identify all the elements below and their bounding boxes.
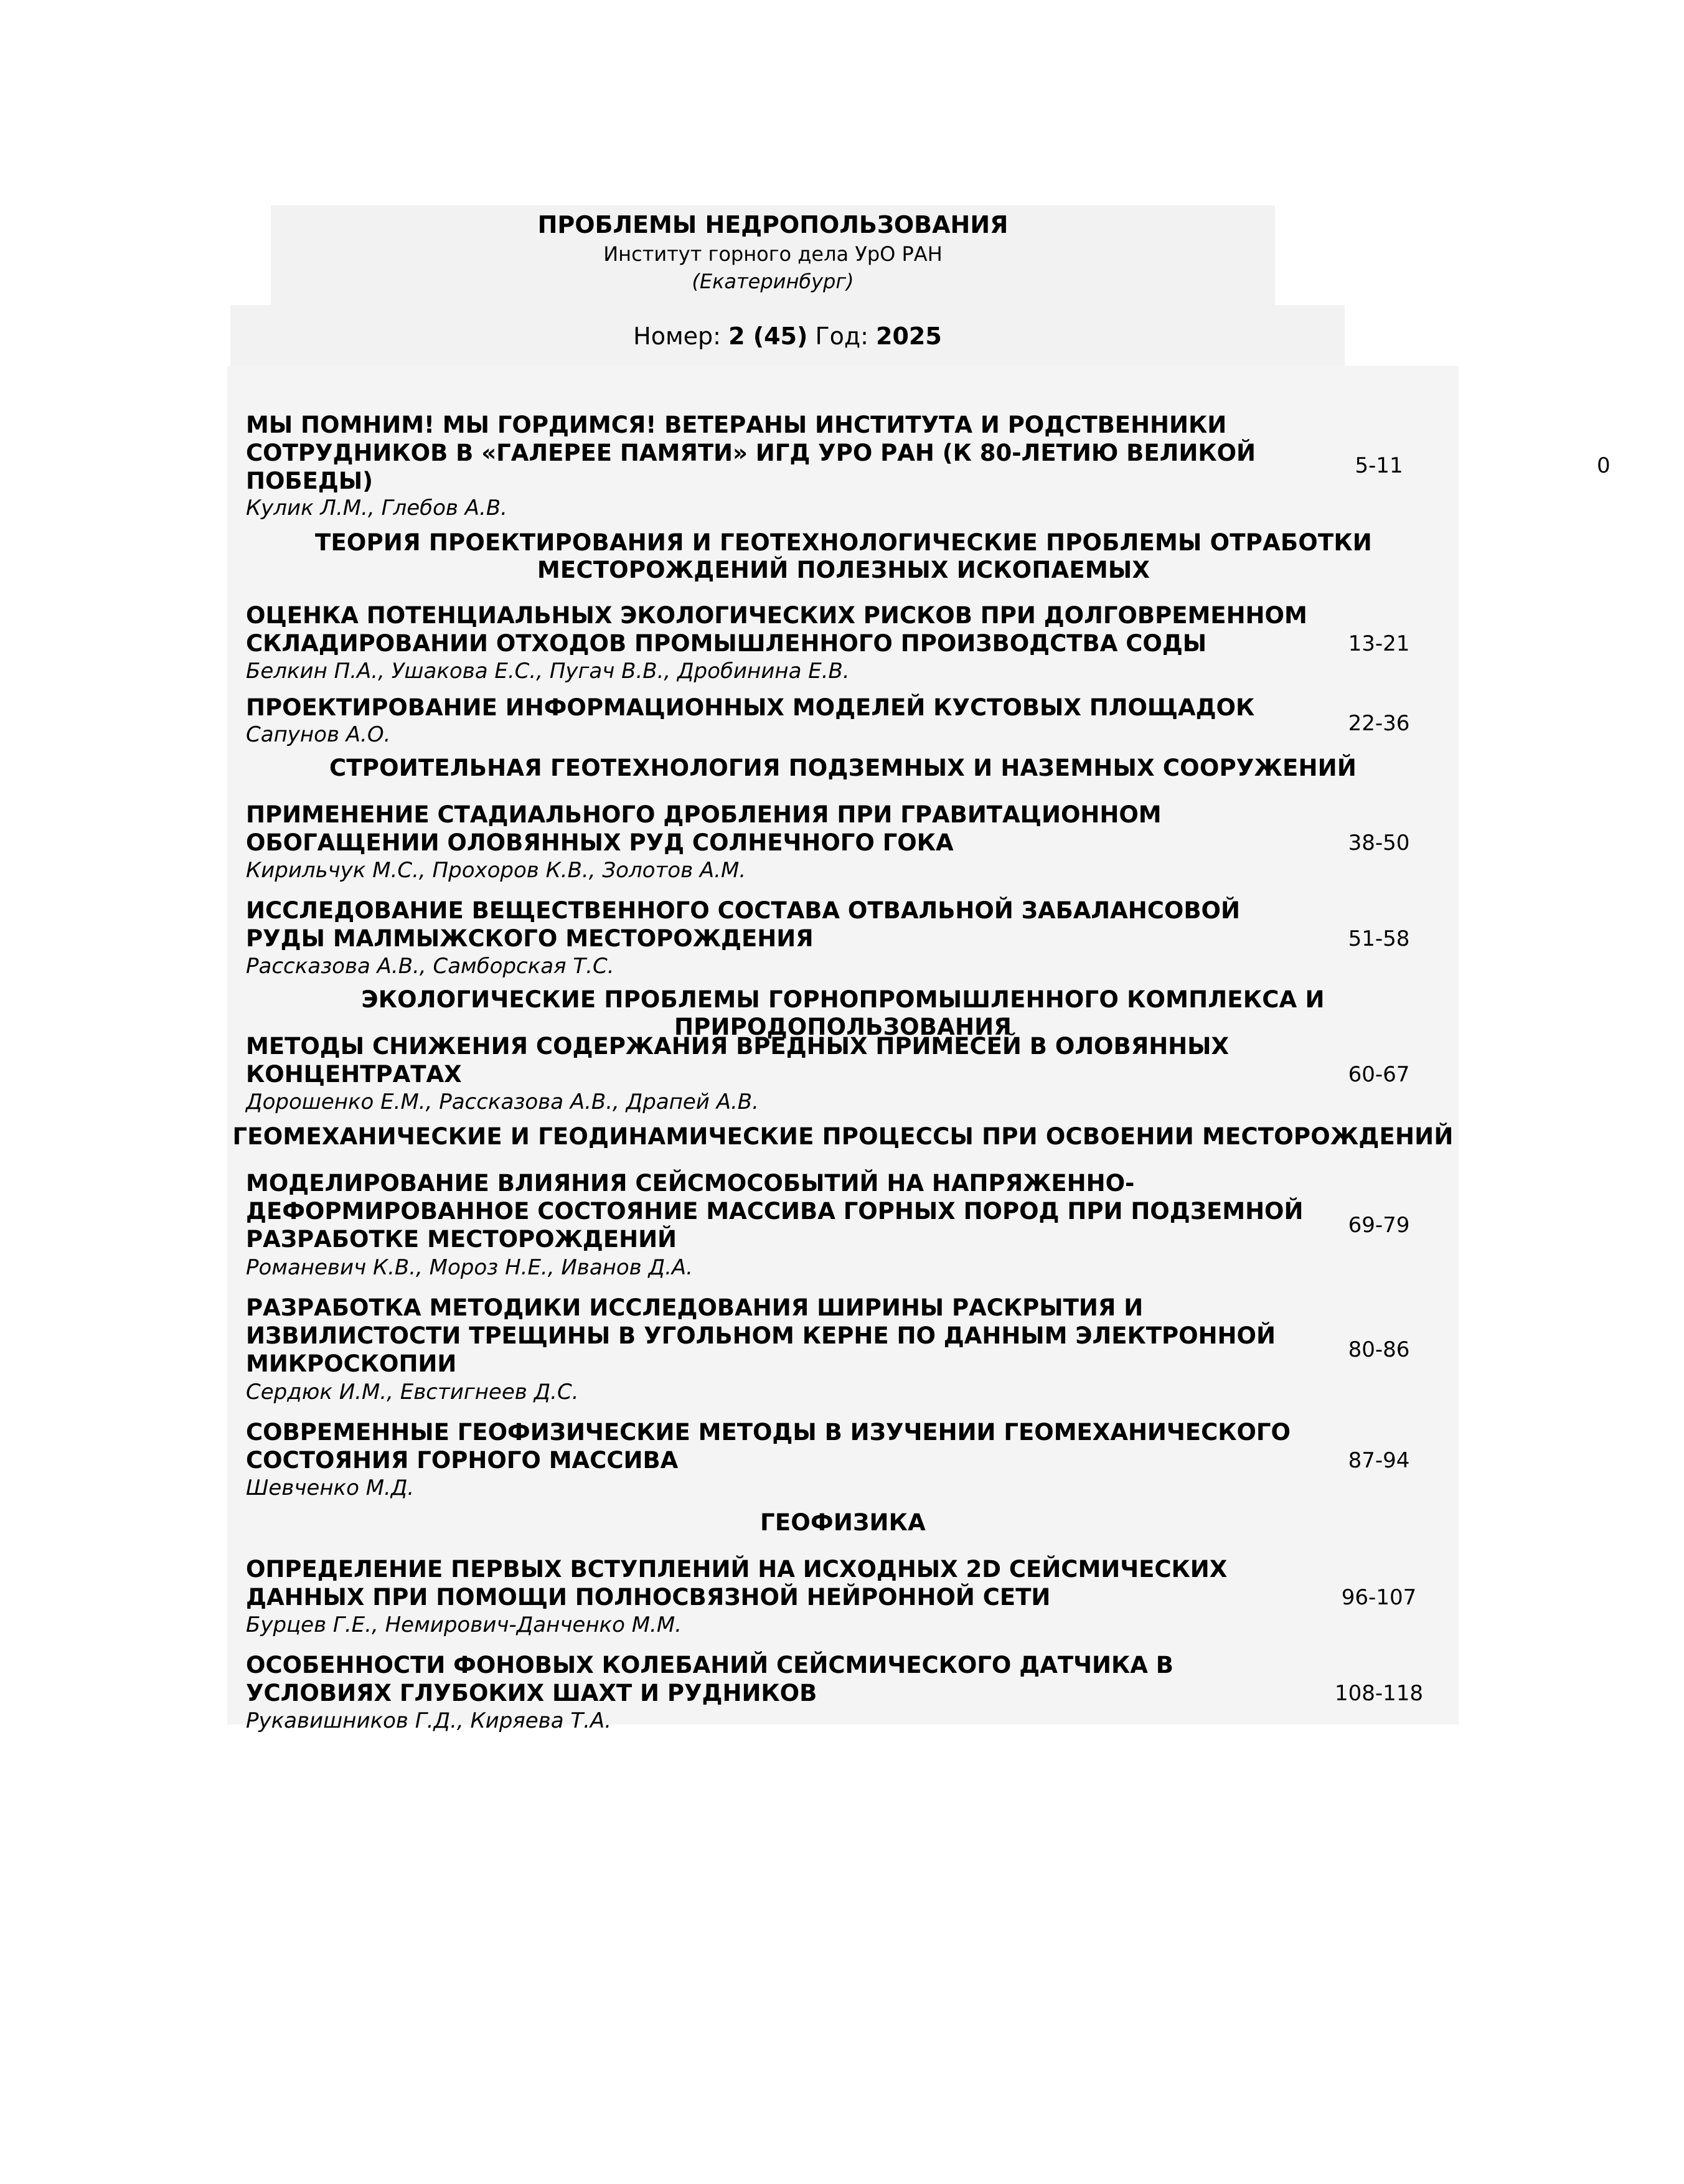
article-authors: Дорошенко Е.М., Рассказова А.В., Драпей А.В. xyxy=(246,1090,759,1114)
table-of-contents xyxy=(227,366,1611,1733)
article-title-link[interactable]: МОДЕЛИРОВАНИЕ ВЛИЯНИЯ СЕЙСМОСОБЫТИЙ НА НАПРЯЖЕННО-ДЕФОРМИРОВАННОЕ СОСТОЯНИЕ МАССИВА ГОРНЫХ ПОРОД ПРИ ПОДЗЕМНОЙ РАЗРАБОТКЕ МЕСТОРОЖДЕНИЙ xyxy=(246,1170,1304,1253)
article-title-link[interactable]: ПРИМЕНЕНИЕ СТАДИАЛЬНОГО ДРОБЛЕНИЯ ПРИ ГРАВИТАЦИОННОМ ОБОГАЩЕНИИ ОЛОВЯННЫХ РУД СОЛНЕЧНОГО ГОКА xyxy=(246,801,1162,856)
article-authors: Романевич К.В., Мороз Н.Е., Иванов Д.А. xyxy=(246,1255,693,1280)
issue-info xyxy=(230,305,1345,367)
article-pages: 96-107 xyxy=(1341,1585,1417,1610)
article-title-link[interactable]: ИССЛЕДОВАНИЕ ВЕЩЕСТВЕННОГО СОСТАВА ОТВАЛЬНОЙ ЗАБАЛАНСОВОЙ РУДЫ МАЛМЫЖСКОГО МЕСТОРОЖДЕНИЯ xyxy=(246,897,1240,952)
section-title: ЭКОЛОГИЧЕСКИЕ ПРОБЛЕМЫ ГОРНОПРОМЫШЛЕННОГО КОМПЛЕКСА И ПРИРОДОПОЛЬЗОВАНИЯ xyxy=(361,986,1325,1040)
article-pages: 108-118 xyxy=(1334,1681,1424,1706)
article-authors: Сердюк И.М., Евстигнеев Д.С. xyxy=(246,1380,579,1405)
article-pages: 22-36 xyxy=(1348,711,1410,736)
article-title-link[interactable]: МЕТОДЫ СНИЖЕНИЯ СОДЕРЖАНИЯ ВРЕДНЫХ ПРИМЕСЕЙ В ОЛОВЯННЫХ КОНЦЕНТРАТАХ xyxy=(246,1033,1229,1088)
article-title-link[interactable]: ОСОБЕННОСТИ ФОНОВЫХ КОЛЕБАНИЙ СЕЙСМИЧЕСКОГО ДАТЧИКА В УСЛОВИЯХ ГЛУБОКИХ ШАХТ И РУДНИКОВ xyxy=(246,1652,1174,1706)
section-title: ТЕОРИЯ ПРОЕКТИРОВАНИЯ И ГЕОТЕХНОЛОГИЧЕСКИЕ ПРОБЛЕМЫ ОТРАБОТКИ МЕСТОРОЖДЕНИЙ ПОЛЕЗНЫХ ИСКОПАЕМЫХ xyxy=(315,529,1372,583)
article-pages: 51-58 xyxy=(1348,926,1410,951)
article-authors: Бурцев Г.Е., Немирович-Данченко М.М. xyxy=(246,1612,682,1637)
article-pages: 38-50 xyxy=(1348,831,1410,855)
article-title-link[interactable]: МЫ ПОМНИМ! МЫ ГОРДИМСЯ! ВЕТЕРАНЫ ИНСТИТУТА И РОДСТВЕННИКИ СОТРУДНИКОВ В «ГАЛЕРЕЕ ПАМЯТИ» ИГД УРО РАН (К 80-ЛЕТИЮ ВЕЛИКОЙ ПОБЕДЫ) xyxy=(246,412,1256,494)
article-authors: Шевченко М.Д. xyxy=(246,1476,415,1500)
article-pages: 87-94 xyxy=(1348,1448,1410,1473)
article-pages: 80-86 xyxy=(1348,1337,1410,1362)
article-authors: Сапунов А.О. xyxy=(246,722,391,747)
article-title-link[interactable]: ОПРЕДЕЛЕНИЕ ПЕРВЫХ ВСТУПЛЕНИЙ НА ИСХОДНЫХ 2D СЕЙСМИЧЕСКИХ ДАННЫХ ПРИ ПОМОЩИ ПОЛНОСВЯЗНОЙ НЕЙРОННОЙ СЕТИ xyxy=(246,1556,1228,1611)
article-title-link[interactable]: ПРОЕКТИРОВАНИЕ ИНФОРМАЦИОННЫХ МОДЕЛЕЙ КУСТОВЫХ ПЛОЩАДОК xyxy=(246,694,1255,721)
article-pages: 69-79 xyxy=(1348,1213,1410,1238)
article-authors: Белкин П.А., Ушакова Е.С., Пугач В.В., Дробинина Е.В. xyxy=(246,659,850,684)
issue-value: 2 (45) xyxy=(728,322,808,350)
institute-name: Институт горного дела УрО РАН xyxy=(603,242,943,266)
year-label: Год: xyxy=(815,322,868,350)
journal-title: ПРОБЛЕМЫ НЕДРОПОЛЬЗОВАНИЯ xyxy=(537,211,1009,238)
institute-city: (Екатеринбург) xyxy=(692,270,854,293)
article-pages: 13-21 xyxy=(1348,631,1410,656)
article-authors: Кирильчук М.С., Прохоров К.В., Золотов А.М. xyxy=(246,858,746,883)
article-title-link[interactable]: ОЦЕНКА ПОТЕНЦИАЛЬНЫХ ЭКОЛОГИЧЕСКИХ РИСКОВ ПРИ ДОЛГОВРЕМЕННОМ СКЛАДИРОВАНИИ ОТХОДОВ ПРОМЫШЛЕННОГО ПРОИЗВОДСТВА СОДЫ xyxy=(246,602,1307,657)
section-title: СТРОИТЕЛЬНАЯ ГЕОТЕХНОЛОГИЯ ПОДЗЕМНЫХ И НАЗЕМНЫХ СООРУЖЕНИЙ xyxy=(329,755,1357,781)
section-title: ГЕОФИЗИКА xyxy=(760,1509,926,1536)
year-value: 2025 xyxy=(876,322,942,350)
article-extra-value: 0 xyxy=(1597,453,1611,478)
article-authors: Рассказова А.В., Самборская Т.С. xyxy=(246,954,614,979)
article-authors: Кулик Л.М., Глебов А.В. xyxy=(246,496,507,520)
article-authors: Рукавишников Г.Д., Киряева Т.А. xyxy=(246,1708,611,1733)
article-pages: 60-67 xyxy=(1348,1062,1410,1087)
article-title-link[interactable]: РАЗРАБОТКА МЕТОДИКИ ИССЛЕДОВАНИЯ ШИРИНЫ РАСКРЫТИЯ И ИЗВИЛИСТОСТИ ТРЕЩИНЫ В УГОЛЬНОМ КЕРНЕ ПО ДАННЫМ ЭЛЕКТРОННОЙ МИКРОСКОПИИ xyxy=(246,1294,1276,1377)
article-pages: 5-11 xyxy=(1355,453,1403,478)
section-title: ГЕОМЕХАНИЧЕСКИЕ И ГЕОДИНАМИЧЕСКИЕ ПРОЦЕССЫ ПРИ ОСВОЕНИИ МЕСТОРОЖДЕНИЙ xyxy=(232,1123,1454,1150)
journal-header xyxy=(271,205,1275,305)
article-title-link[interactable]: СОВРЕМЕННЫЕ ГЕОФИЗИЧЕСКИЕ МЕТОДЫ В ИЗУЧЕНИИ ГЕОМЕХАНИЧЕСКОГО СОСТОЯНИЯ ГОРНОГО МАССИВА xyxy=(246,1419,1291,1474)
issue-label: Номер: xyxy=(633,322,721,350)
